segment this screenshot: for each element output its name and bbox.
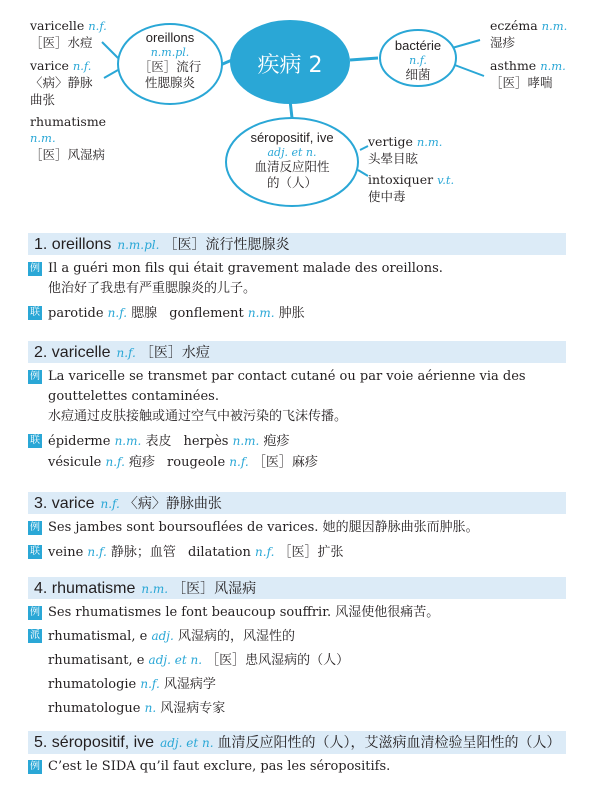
term-zh: ［医］风湿病 (30, 147, 106, 162)
related-fr: dilatation (187, 545, 251, 560)
term-pos: n.f. (88, 19, 107, 33)
bubble-zh: 细菌 (405, 67, 431, 82)
bubble-pos: n.m.pl. (150, 46, 190, 59)
related-zh: ［医］扩张 (278, 545, 344, 560)
example-row (28, 518, 566, 538)
derived-pos: adj. (151, 629, 174, 643)
related-zh: 腮腺 (131, 306, 158, 321)
bubble-pos: adj. et n. (267, 146, 317, 159)
related-pos: n.m. (247, 306, 275, 320)
term-word: vertige (368, 134, 413, 149)
term-zh: 头晕目眩 (368, 151, 419, 166)
bubble-oreillons-text (120, 30, 220, 91)
example-fr: Ses rhumatismes le font beaucoup souffrir. (48, 605, 332, 620)
term-zh: 使中毒 (368, 189, 406, 204)
entry-pos: n.f. (100, 497, 120, 511)
term-pos: n.m. (416, 135, 443, 149)
term-pos: n.m. (30, 131, 56, 145)
bubble-zh: 血清反应阳性 (254, 159, 330, 174)
related-row (28, 431, 566, 473)
entry-varicelle (28, 341, 566, 473)
related-tag: 联 (30, 307, 40, 318)
related-tag: 联 (30, 435, 40, 446)
example-fr: Il a guéri mon fils qui était gravement malade des oreillons. (48, 261, 443, 276)
related-pos: n.f. (107, 306, 128, 320)
example-zh: 风湿使他很痛苦。 (335, 605, 440, 620)
example-tag: 例 (30, 263, 40, 274)
related-zh: 肿胀 (278, 306, 305, 321)
example-fr: C’est le SIDA qu’il faut exclure, pas les séropositifs. (48, 759, 391, 774)
entry-header (28, 233, 566, 255)
term-rhumatisme (30, 114, 106, 163)
derived-tag: 派 (30, 630, 40, 641)
related-pos: n.f. (87, 545, 107, 559)
derived-zh: 风湿病专家 (160, 701, 226, 716)
example-fr: Ses jambes sont boursouflées de varices. (48, 520, 319, 535)
bubble-word: séropositif, ive (250, 130, 334, 145)
entry-rhumatisme (28, 577, 566, 719)
derived-zh: 风湿病的，风湿性的 (177, 629, 295, 644)
example-row (28, 603, 566, 623)
entry-zh: ［医］流行性腮腺炎 (163, 237, 290, 253)
term-word: eczéma (490, 18, 538, 33)
derived-zh: ［医］患风湿病的（人） (206, 653, 350, 668)
entry-header (28, 731, 566, 754)
term-asthme (490, 58, 566, 91)
derived-fr: rhumatismal, e (48, 629, 148, 644)
related-zh: 静脉；血管 (110, 545, 176, 560)
example-fr: gouttelettes contaminées. (48, 389, 219, 404)
term-zh: ［医］哮喘 (490, 75, 553, 90)
example-zh: 他治好了我患有严重腮腺炎的儿子。 (48, 281, 257, 296)
related-fr: épiderme (48, 434, 111, 449)
entry-headword: 2. varicelle (34, 344, 111, 361)
entry-header (28, 577, 566, 599)
entry-seropositif (28, 731, 566, 777)
term-zh: 〈病〉静脉 (30, 75, 93, 90)
related-zh: 疱疹 (129, 455, 156, 470)
term-eczema (490, 18, 567, 51)
term-pos: n.m. (541, 19, 568, 33)
entry-pos: n.f. (116, 346, 136, 360)
term-pos: n.f. (72, 59, 92, 73)
term-word: intoxiquer (368, 172, 434, 187)
related-fr: gonflement (169, 306, 244, 321)
term-pos: v.t. (437, 173, 455, 187)
related-pos: n.f. (255, 545, 275, 559)
example-row (28, 259, 566, 299)
entry-headword: 3. varice (34, 495, 95, 512)
term-varicelle (30, 18, 107, 51)
entry-zh: 血清反应阳性的（人），艾滋病血清检验呈阳性的（人） (217, 735, 561, 751)
entry-pos: n.m. (141, 582, 169, 596)
entry-header (28, 341, 566, 363)
derived-zh: 风湿病学 (163, 677, 216, 692)
bubble-bacterie-text (382, 38, 454, 83)
example-row (28, 757, 566, 777)
derived-pos: n.f. (140, 677, 160, 691)
related-row (28, 542, 566, 563)
derived-row (28, 626, 566, 719)
term-word: varice (30, 58, 69, 73)
connector-bacterie-right (452, 40, 480, 48)
term-varice (30, 58, 93, 108)
example-tag: 例 (30, 761, 40, 772)
example-zh: 她的腿因静脉曲张而肿胀。 (322, 520, 479, 535)
term-word: varicelle (30, 18, 85, 33)
mind-map (0, 0, 604, 230)
related-zh: 疱疹 (263, 434, 290, 449)
connector-bacterie-right2 (452, 64, 484, 76)
bubble-word: oreillons (145, 30, 195, 45)
derived-fr: rhumatologie (48, 677, 137, 692)
term-pos: n.m. (540, 59, 566, 73)
bubble-pos: n.f. (409, 54, 427, 67)
entry-pos: n.m.pl. (117, 238, 160, 252)
connector-sero-right (360, 146, 368, 150)
example-zh: 水痘通过皮肤接触或通过空气中被污染的飞沫传播。 (48, 409, 348, 424)
example-fr: La varicelle se transmet par contact cutané ou par voie aérienne via des (48, 369, 526, 384)
connector-sero-right2 (358, 170, 368, 176)
derived-pos: n. (144, 701, 157, 715)
term-word: rhumatisme (30, 114, 107, 129)
example-row (28, 367, 566, 427)
entry-zh: ［医］风湿病 (172, 581, 257, 597)
related-fr: vésicule (48, 455, 102, 470)
bubble-seropositif-text (230, 130, 354, 191)
derived-fr: rhumatisant, e (48, 653, 145, 668)
bubble-zh: 的（人） (266, 175, 317, 190)
entry-headword: 5. séropositif, ive (34, 734, 155, 751)
entry-pos: adj. et n. (160, 736, 214, 750)
connector-oreillons-left2 (104, 70, 118, 78)
related-tag: 联 (30, 546, 40, 557)
related-zh: ［医］麻疹 (252, 455, 318, 470)
bubble-zh: 性腮腺炎 (144, 75, 195, 90)
related-pos: n.f. (229, 455, 249, 469)
connector-right (350, 58, 378, 60)
entry-headword: 4. rhumatisme (34, 580, 136, 597)
related-pos: n.m. (114, 434, 142, 448)
derived-pos: adj. et n. (148, 653, 203, 667)
center-title: 疾病 2 (257, 53, 323, 78)
related-fr: veine (48, 545, 84, 560)
term-zh: ［医］水痘 (30, 35, 93, 50)
entry-oreillons (28, 233, 566, 324)
example-tag: 例 (30, 371, 40, 382)
related-fr: rougeole (167, 455, 226, 470)
derived-fr: rhumatologue (48, 701, 141, 716)
related-zh: 表皮 (145, 434, 172, 449)
term-intoxiquer (368, 172, 454, 205)
entry-zh: 〈病〉静脉曲张 (123, 496, 222, 512)
entry-zh: ［医］水痘 (139, 345, 210, 361)
term-word: asthme (490, 58, 537, 73)
related-fr: parotide (48, 306, 104, 321)
entry-headword: 1. oreillons (34, 236, 112, 253)
term-zh: 曲张 (30, 92, 56, 107)
example-tag: 例 (30, 522, 40, 533)
entry-varice (28, 492, 566, 563)
related-pos: n.f. (105, 455, 125, 469)
related-row (28, 303, 566, 324)
related-pos: n.m. (232, 434, 260, 448)
term-zh: 湿疹 (490, 35, 516, 50)
term-vertige (368, 134, 442, 167)
example-tag: 例 (30, 607, 40, 618)
related-fr: herpès (183, 434, 229, 449)
entry-header (28, 492, 566, 514)
bubble-word: bactérie (394, 38, 442, 53)
bubble-zh: ［医］流行 (138, 59, 202, 74)
